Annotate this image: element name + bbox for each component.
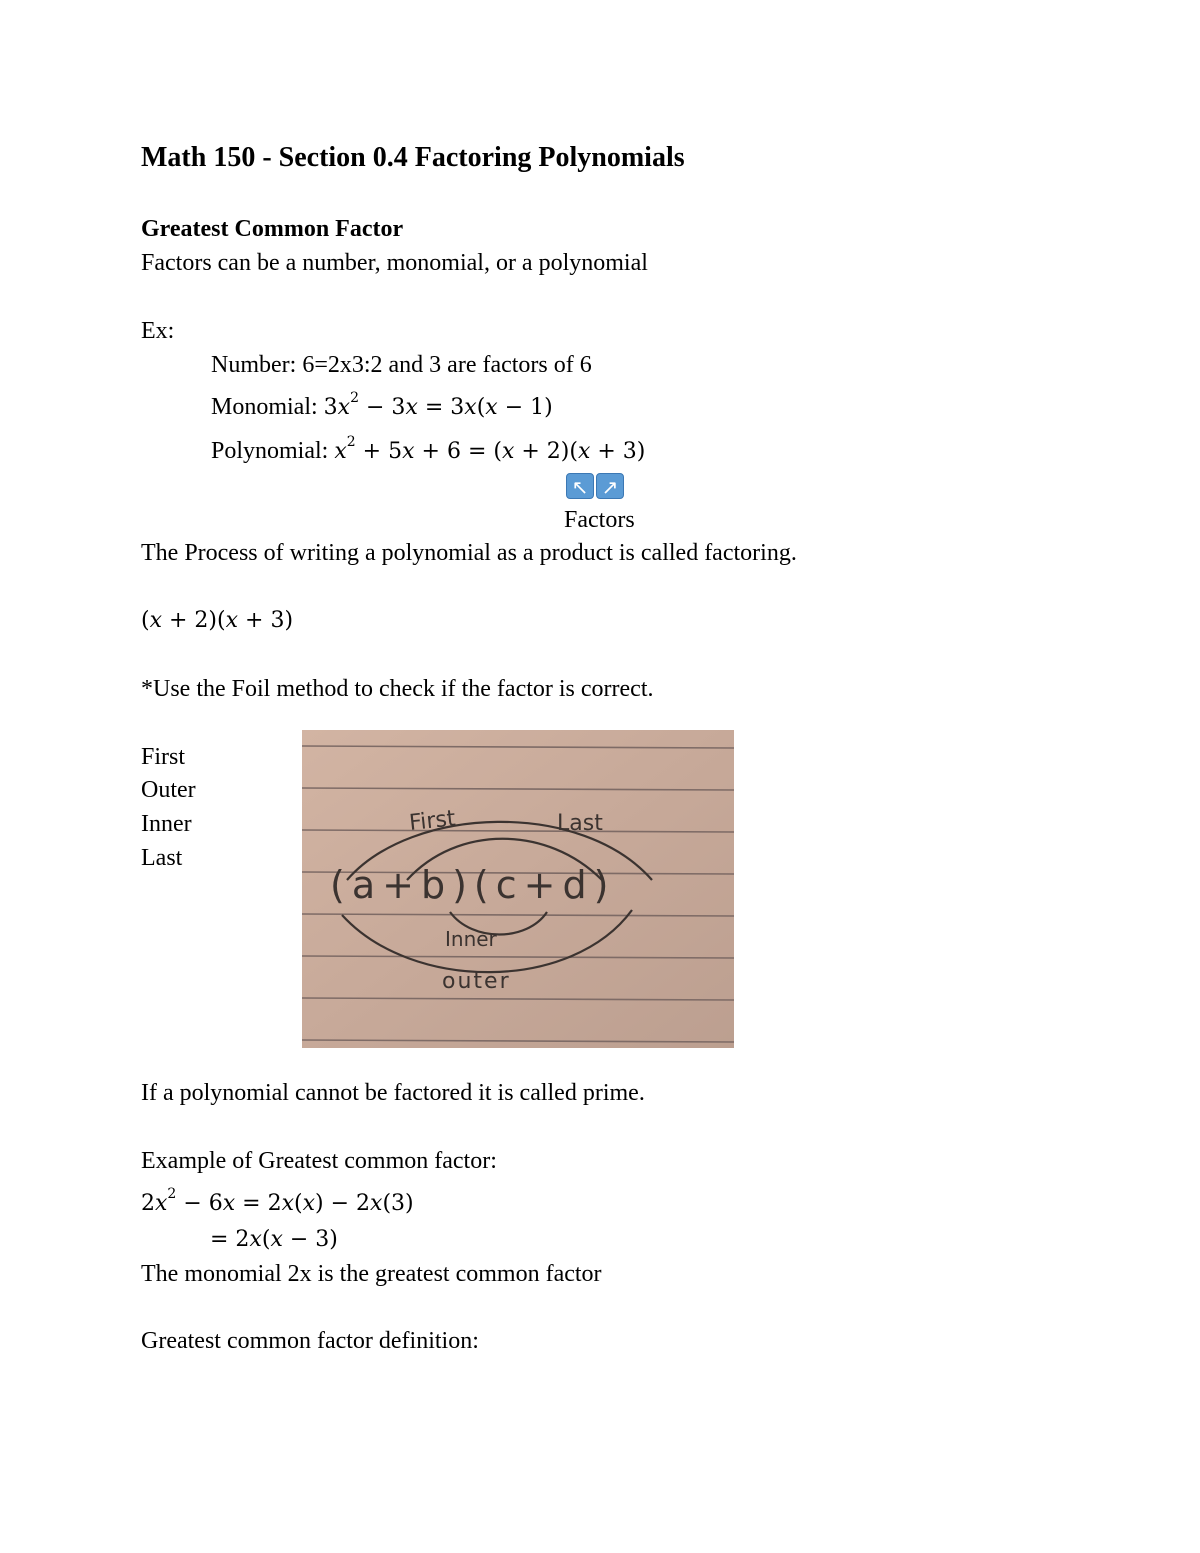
polynomial-example: [211, 436, 645, 467]
arrow-up-left-icon: ↖: [566, 473, 594, 499]
factor-arrows: [566, 473, 624, 499]
polynomial-equation: $x^2 + 5x + 6 = (x + 2)(x + 3)$: [334, 434, 646, 464]
factored-expression: (x + 2)(x + 3): [141, 608, 294, 633]
gcf-statement: The monomial 2x is the greatest common factor: [141, 1261, 602, 1287]
process-text: The Process of writing a polynomial as a product is called factoring.: [141, 540, 797, 566]
monomial-label: Monomial:: [211, 394, 318, 420]
label-last: Last: [557, 811, 603, 836]
gcf-definition-label: Greatest common factor definition:: [141, 1328, 479, 1354]
label-first: First: [408, 806, 457, 836]
monomial-example: [211, 392, 553, 423]
factors-intro: Factors can be a number, monomial, or a polynomial: [141, 250, 648, 276]
number-text: 6=2x3:2 and 3 are factors of 6: [302, 352, 592, 378]
polynomial-label: Polynomial:: [211, 438, 329, 464]
label-outer: outer: [442, 969, 511, 994]
gcf-equation-line1: $2x^2 - 6x = 2x(x) - 2x(3)$: [141, 1186, 414, 1216]
label-inner: Inner: [445, 927, 497, 951]
foil-expression: (a+b)(c+d): [330, 863, 616, 907]
foil-check-text: *Use the Foil method to check if the factor is correct.: [141, 676, 654, 702]
foil-photo: [302, 730, 734, 1048]
gcf-example-label: Example of Greatest common factor:: [141, 1148, 497, 1174]
factors-caption: Factors: [564, 507, 635, 533]
monomial-equation: $3x^2 - 3x = 3x(x - 1)$: [323, 390, 553, 420]
ex-label: Ex:: [141, 318, 175, 344]
foil-word-first: First: [141, 744, 186, 770]
page-title: Math 150 - Section 0.4 Factoring Polynomials: [141, 142, 685, 173]
prime-text: If a polynomial cannot be factored it is called prime.: [141, 1080, 645, 1106]
foil-word-inner: Inner: [141, 811, 192, 837]
foil-word-last: Last: [141, 845, 183, 871]
number-example: [211, 350, 592, 380]
number-label: Number:: [211, 352, 297, 378]
gcf-heading: Greatest Common Factor: [141, 216, 404, 242]
arrow-up-right-icon: ↗: [596, 473, 624, 499]
foil-word-outer: Outer: [141, 777, 196, 803]
gcf-equation-line2: = 2x(x − 3): [210, 1227, 338, 1252]
